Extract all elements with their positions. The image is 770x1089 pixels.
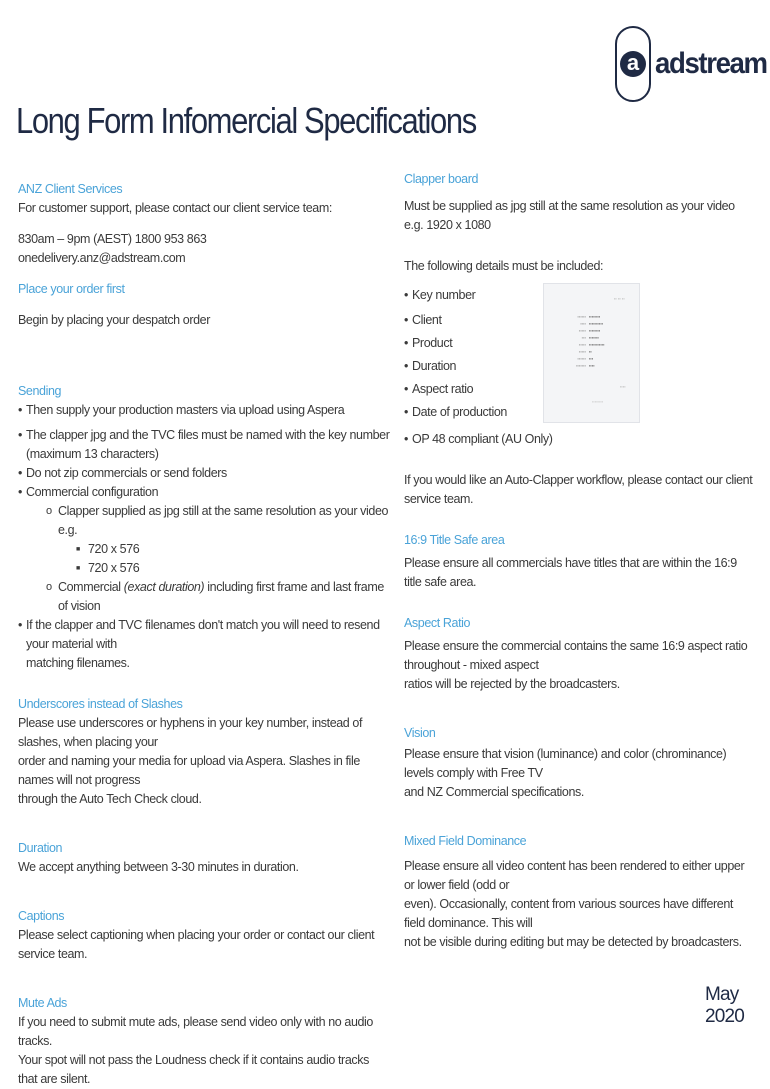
list-item: • Commercial configuration (18, 483, 390, 502)
date-label: May 2020 (705, 984, 745, 1027)
list-item: • If the clapper and TVC filenames don't match you will need to resend your material with (18, 616, 390, 654)
list-item: • Do not zip commercials or send folders (18, 464, 390, 483)
clapper-details: The following details must be included: (404, 259, 604, 273)
clapper-heading: Clapper board (404, 172, 479, 186)
sending-list (18, 401, 390, 673)
order-text: Begin by placing your despatch order (18, 313, 210, 327)
aspect-heading: Aspect Ratio (404, 616, 471, 630)
duration-text: We accept anything between 3-30 minutes in duration. (18, 860, 299, 874)
list-item: matching filenames. (26, 656, 130, 670)
list-item: • Date of production (404, 403, 754, 422)
list-item: • The clapper jpg and the TVC files must be named with the key number (maximum 13 characters) (18, 426, 390, 464)
auto-clapper-text: If you would like an Auto-Clapper workflow, please contact our client service team. (404, 473, 753, 506)
aspect-line: Please ensure the commercial contains the same 16:9 aspect ratio throughout - mixed aspect (404, 639, 748, 672)
aspect-line: ratios will be rejected by the broadcasters. (404, 677, 620, 691)
list-item: • Product (404, 334, 754, 353)
list-item: ■ 720 x 576 (18, 559, 390, 578)
list-item: • Aspect ratio (404, 380, 754, 399)
captions-heading: Captions (18, 909, 65, 923)
captions-text: Please select captioning when placing your order or contact our client service team. (18, 928, 375, 961)
vision-line: and NZ Commercial specifications. (404, 785, 584, 799)
list-item: • Client (404, 311, 754, 330)
client-services-intro: For customer support, please contact our client service team: (18, 201, 332, 215)
client-services-heading: ANZ Client Services (18, 182, 123, 196)
mixed-field-heading: Mixed Field Dominance (404, 834, 527, 848)
clapper-text: Must be supplied as jpg still at the same resolution as your video e.g. 1920 x 1080 (404, 199, 735, 232)
mixed-field-line: Please ensure all video content has been rendered to either upper or lower field (odd or (404, 859, 745, 892)
clapper-card-image: ▪▪ ▪▪ ▪▪ ▪▪▪▪▪▪ ▪▪▪▪▪▪▪▪ ▪▪▪▪ ▪▪▪▪▪▪▪▪▪▪ ▪▪▪▪▪ ▪▪▪▪▪▪▪▪ ▪▪▪ ▪▪▪▪▪▪▪ ▪▪▪▪▪ ▪▪▪▪▪▪▪▪▪▪▪ ▪▪▪▪▪ ▪▪ ▪▪▪▪▪▪ ▪▪▪ ▪▪▪▪▪▪▪ ▪▪▪▪ ▪▪▪▪ ▪▪▪▪▪▪▪▪ (543, 283, 640, 423)
list-item: o Commercial (exact duration) including first frame and last frame of vision (18, 578, 390, 616)
sending-heading: Sending (18, 384, 62, 398)
list-item: ■ 720 x 576 (18, 540, 390, 559)
mixed-field-line: not be visible during editing but may be detected by broadcasters. (404, 935, 742, 949)
adstream-logo (615, 26, 770, 102)
logo-ring (615, 26, 651, 102)
client-services-email[interactable]: onedelivery.anz@adstream.com (18, 251, 186, 265)
logo-mark: a (620, 51, 646, 77)
underscores-heading: Underscores instead of Slashes (18, 697, 183, 711)
list-item: • OP 48 compliant (AU Only) (404, 430, 754, 449)
vision-line: Please ensure that vision (luminance) and color (chrominance) levels comply with Free TV (404, 747, 727, 780)
list-item: • Then supply your production masters via upload using Aspera (18, 401, 390, 420)
underscores-line: Please use underscores or hyphens in your key number, instead of slashes, when placing your (18, 716, 363, 749)
duration-heading: Duration (18, 841, 63, 855)
list-item: o Clapper supplied as jpg still at the same resolution as your video e.g. (18, 502, 390, 540)
mute-heading: Mute Ads (18, 996, 67, 1010)
underscores-line: order and naming your media for upload via Aspera. Slashes in file names will not progress (18, 754, 360, 787)
page-title: Long Form Infomercial Specifications (16, 100, 476, 141)
vision-heading: Vision (404, 726, 436, 740)
mute-line: If you need to submit mute ads, please send video only with no audio tracks. (18, 1015, 373, 1048)
mute-line: Your spot will not pass the Loudness check if it contains audio tracks that are silent. (18, 1053, 369, 1086)
title-safe-text: Please ensure all commercials have titles that are within the 16:9 title safe area. (404, 556, 737, 589)
title-safe-heading: 16:9 Title Safe area (404, 533, 505, 547)
mixed-field-line: even). Occasionally, content from various sources have different field dominance. This will (404, 897, 733, 930)
left-column (18, 180, 390, 1089)
order-heading: Place your order first (18, 282, 125, 296)
list-item: • Key number (404, 286, 754, 305)
list-item: • Duration (404, 357, 754, 376)
client-services-hours: 830am – 9pm (AEST) 1800 953 863 (18, 232, 207, 246)
logo-text: adstream (655, 47, 767, 80)
underscores-line: through the Auto Tech Check cloud. (18, 792, 202, 806)
